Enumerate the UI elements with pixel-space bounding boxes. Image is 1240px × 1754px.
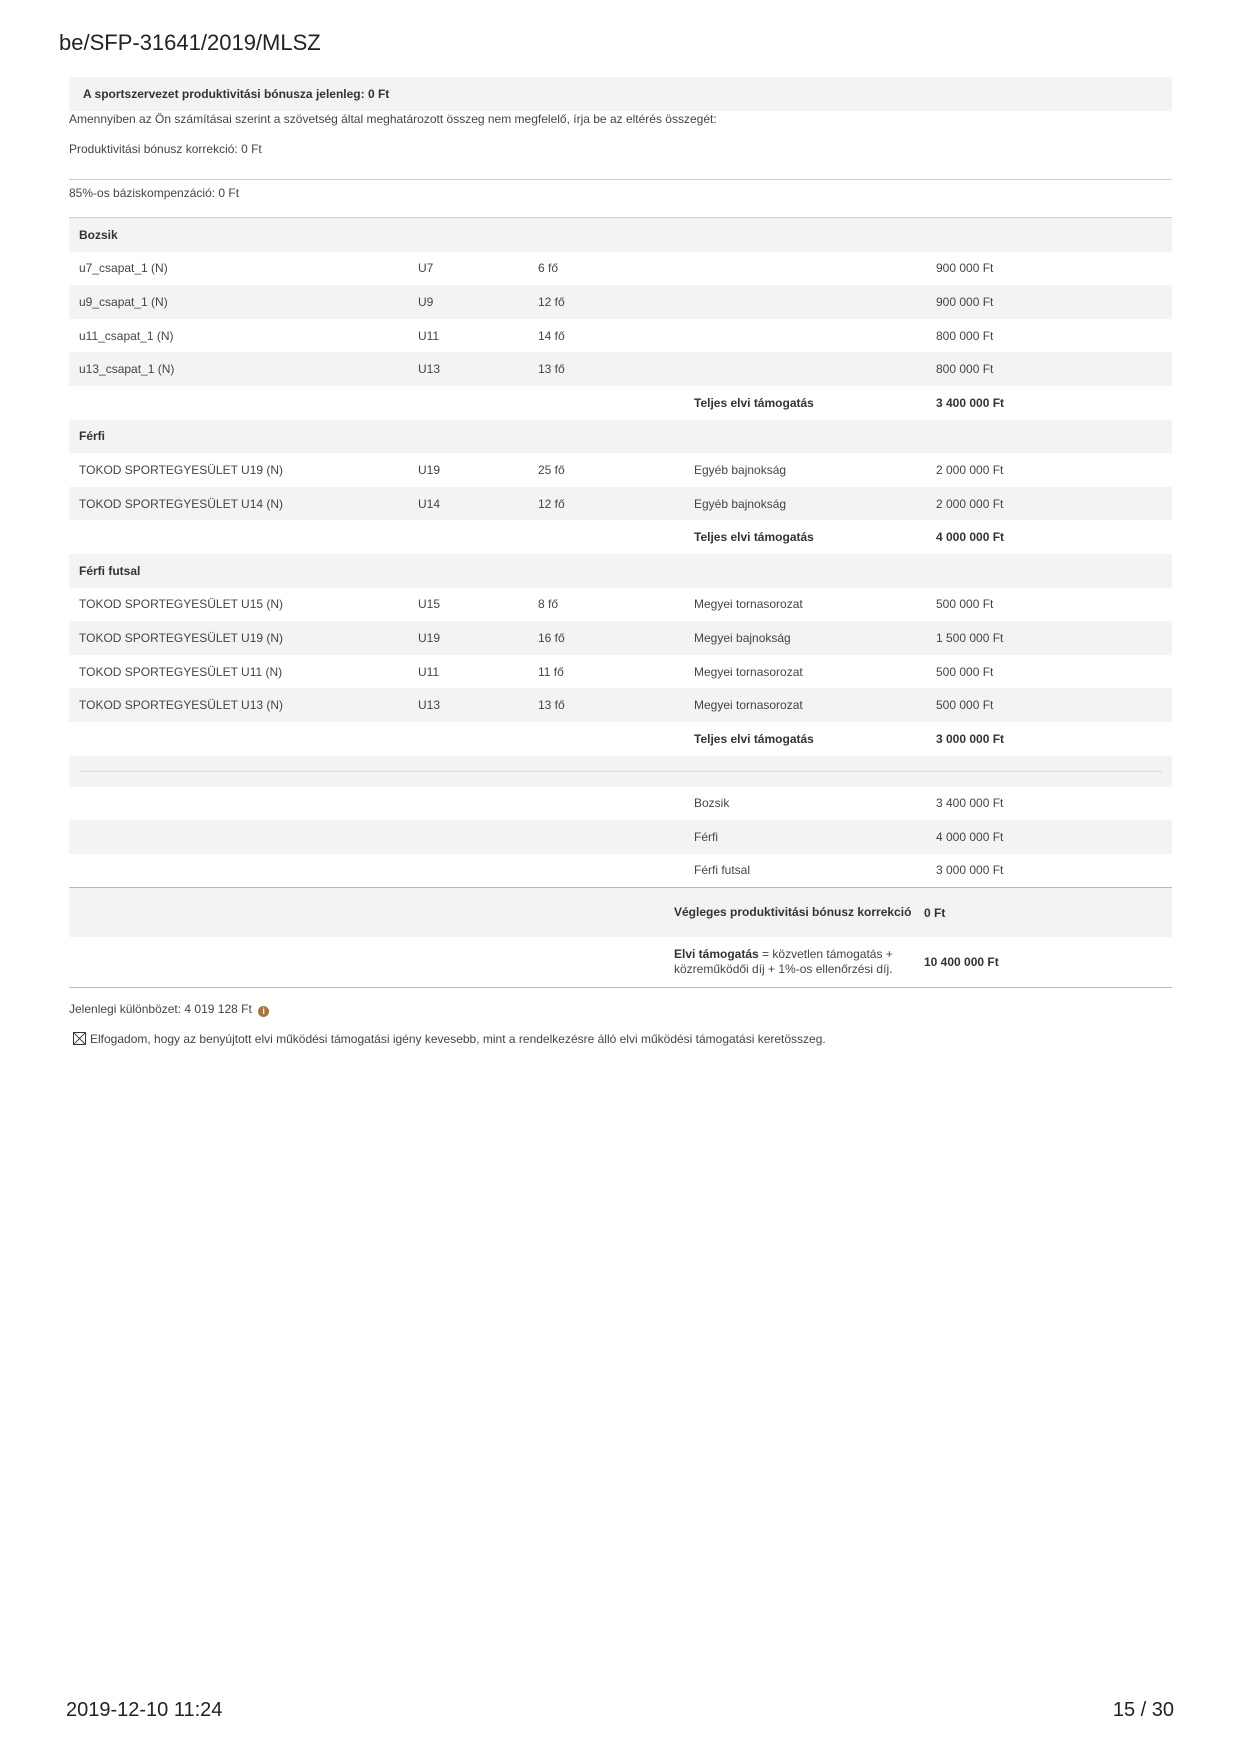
base-compensation: 85%-os báziskompenzáció: 0 Ft bbox=[69, 186, 240, 200]
table-row bbox=[69, 688, 1172, 722]
total-value: 3 000 000 Ft bbox=[936, 731, 1005, 746]
summary-value: 3 000 000 Ft bbox=[936, 863, 1004, 878]
age-group: U13 bbox=[418, 352, 538, 386]
team-name: TOKOD SPORTEGYESÜLET U19 (N) bbox=[79, 462, 284, 477]
player-count: 14 fő bbox=[538, 328, 565, 343]
age-group: U9 bbox=[418, 285, 538, 319]
league bbox=[694, 352, 936, 386]
team-name: TOKOD SPORTEGYESÜLET U13 (N) bbox=[69, 688, 418, 722]
total-label: Teljes elvi támogatás bbox=[694, 731, 814, 746]
main-content bbox=[69, 77, 1172, 1046]
accept-checkbox[interactable] bbox=[73, 1032, 86, 1045]
summary-row bbox=[69, 820, 1172, 854]
group-name: Férfi futsal bbox=[69, 554, 1172, 588]
table-row bbox=[69, 285, 1172, 319]
total-label: Teljes elvi támogatás bbox=[694, 530, 814, 545]
support-label-rest: = közvetlen támogatás + közreműködői díj + 1%-os ellenőrzési díj. bbox=[674, 947, 893, 976]
league bbox=[694, 252, 936, 286]
amount: 500 000 Ft bbox=[936, 664, 994, 679]
table-row bbox=[69, 252, 1172, 286]
amount: 900 000 Ft bbox=[936, 261, 994, 276]
group-total-row bbox=[69, 386, 1172, 420]
group-header-ferfi bbox=[69, 420, 1172, 454]
difference-text: Jelenlegi különbözet: 4 019 128 Ft bbox=[69, 1002, 252, 1016]
total-label: Teljes elvi támogatás bbox=[694, 395, 814, 410]
player-count: 16 fő bbox=[538, 621, 694, 655]
player-count: 25 fő bbox=[538, 462, 565, 477]
amount: 2 000 000 Ft bbox=[936, 462, 1004, 477]
group-total-row bbox=[69, 520, 1172, 554]
divider bbox=[69, 179, 1172, 180]
table-row bbox=[69, 588, 1172, 622]
summary-label: Férfi bbox=[694, 820, 936, 854]
player-count: 12 fő bbox=[538, 487, 694, 521]
league: Egyéb bajnokság bbox=[694, 487, 936, 521]
league bbox=[694, 285, 936, 319]
group-name: Férfi bbox=[69, 420, 1172, 454]
final-correction-row bbox=[69, 888, 1172, 937]
amount: 500 000 Ft bbox=[936, 688, 1172, 722]
final-correction-label: Végleges produktivitási bónusz korrekció bbox=[674, 888, 924, 937]
league: Megyei tornasorozat bbox=[694, 688, 936, 722]
group-header-bozsik bbox=[69, 218, 1172, 252]
summary-table bbox=[69, 787, 1172, 888]
age-group: U19 bbox=[418, 621, 538, 655]
team-name: TOKOD SPORTEGYESÜLET U11 (N) bbox=[79, 664, 283, 679]
team-table bbox=[69, 218, 1172, 756]
amount: 500 000 Ft bbox=[936, 597, 994, 612]
support-row bbox=[69, 937, 1172, 987]
team-name: u13_csapat_1 (N) bbox=[69, 352, 418, 386]
table-row bbox=[69, 352, 1172, 386]
group-header-ferfi-futsal bbox=[69, 554, 1172, 588]
divider bbox=[69, 987, 1172, 988]
summary-value: 4 000 000 Ft bbox=[936, 820, 1172, 854]
separator-band bbox=[69, 756, 1172, 787]
amount: 2 000 000 Ft bbox=[936, 487, 1172, 521]
support-label bbox=[674, 937, 924, 987]
league: Megyei bajnokság bbox=[694, 621, 936, 655]
footer-page-number: 15 / 30 bbox=[1112, 1699, 1174, 1721]
group-total-row bbox=[69, 722, 1172, 756]
summary-label: Férfi futsal bbox=[694, 863, 751, 878]
total-value: 4 000 000 Ft bbox=[936, 530, 1005, 545]
table-row bbox=[69, 487, 1172, 521]
player-count: 12 fő bbox=[538, 285, 694, 319]
team-name: u9_csapat_1 (N) bbox=[69, 285, 418, 319]
document-id: be/SFP-31641/2019/MLSZ bbox=[59, 30, 321, 55]
team-name: u11_csapat_1 (N) bbox=[79, 328, 174, 343]
bonus-correction[interactable]: Produktivitási bónusz korrekció: 0 Ft bbox=[69, 142, 262, 156]
info-icon[interactable]: i bbox=[258, 1006, 269, 1017]
amount: 800 000 Ft bbox=[936, 328, 994, 343]
player-count: 11 fő bbox=[538, 664, 564, 679]
team-name: TOKOD SPORTEGYESÜLET U14 (N) bbox=[69, 487, 418, 521]
age-group: U13 bbox=[418, 688, 538, 722]
player-count: 13 fő bbox=[538, 352, 694, 386]
table-row bbox=[69, 453, 1172, 487]
age-group: U15 bbox=[418, 597, 441, 612]
final-table bbox=[69, 888, 1172, 987]
amount: 800 000 Ft bbox=[936, 352, 1172, 386]
summary-row bbox=[69, 854, 1172, 888]
summary-label: Bozsik bbox=[694, 796, 730, 811]
league: Egyéb bajnokság bbox=[694, 462, 787, 477]
bonus-instruction: Amennyiben az Ön számításai szerint a szövetség által meghatározott összeg nem megfelelő, írja be az eltérés összegét: bbox=[69, 112, 717, 126]
difference-line bbox=[69, 1002, 1172, 1017]
amount: 1 500 000 Ft bbox=[936, 621, 1172, 655]
summary-row bbox=[69, 787, 1172, 821]
table-row bbox=[69, 319, 1172, 353]
final-correction-value: 0 Ft bbox=[924, 888, 1172, 937]
age-group: U14 bbox=[418, 487, 538, 521]
accept-line bbox=[69, 1032, 1172, 1046]
league: Megyei tornasorozat bbox=[694, 597, 803, 612]
group-name: Bozsik bbox=[69, 218, 1172, 252]
league: Megyei tornasorozat bbox=[694, 664, 803, 679]
footer-timestamp: 2019-12-10 11:24 bbox=[66, 1699, 223, 1721]
age-group: U11 bbox=[418, 328, 440, 343]
team-name: u7_csapat_1 (N) bbox=[79, 261, 168, 276]
team-name: TOKOD SPORTEGYESÜLET U19 (N) bbox=[69, 621, 418, 655]
age-group: U19 bbox=[418, 462, 441, 477]
player-count: 13 fő bbox=[538, 688, 694, 722]
amount: 900 000 Ft bbox=[936, 285, 1172, 319]
team-name: TOKOD SPORTEGYESÜLET U15 (N) bbox=[79, 597, 284, 612]
table-row bbox=[69, 621, 1172, 655]
total-value: 3 400 000 Ft bbox=[936, 395, 1005, 410]
support-value: 10 400 000 Ft bbox=[924, 955, 999, 969]
league bbox=[694, 319, 936, 353]
bonus-heading: A sportszervezet produktivitási bónusza jelenleg: 0 Ft bbox=[69, 77, 1172, 111]
age-group: U7 bbox=[418, 261, 434, 276]
player-count: 6 fő bbox=[538, 261, 559, 276]
accept-text: Elfogadom, hogy az benyújtott elvi működési támogatási igény kevesebb, mint a rendelkezésre álló elvi működési támogatási keretösszeg. bbox=[90, 1032, 826, 1046]
table-row bbox=[69, 655, 1172, 689]
support-label-bold: Elvi támogatás bbox=[674, 947, 759, 961]
age-group: U11 bbox=[418, 664, 440, 679]
player-count: 8 fő bbox=[538, 597, 559, 612]
summary-value: 3 400 000 Ft bbox=[936, 796, 1004, 811]
